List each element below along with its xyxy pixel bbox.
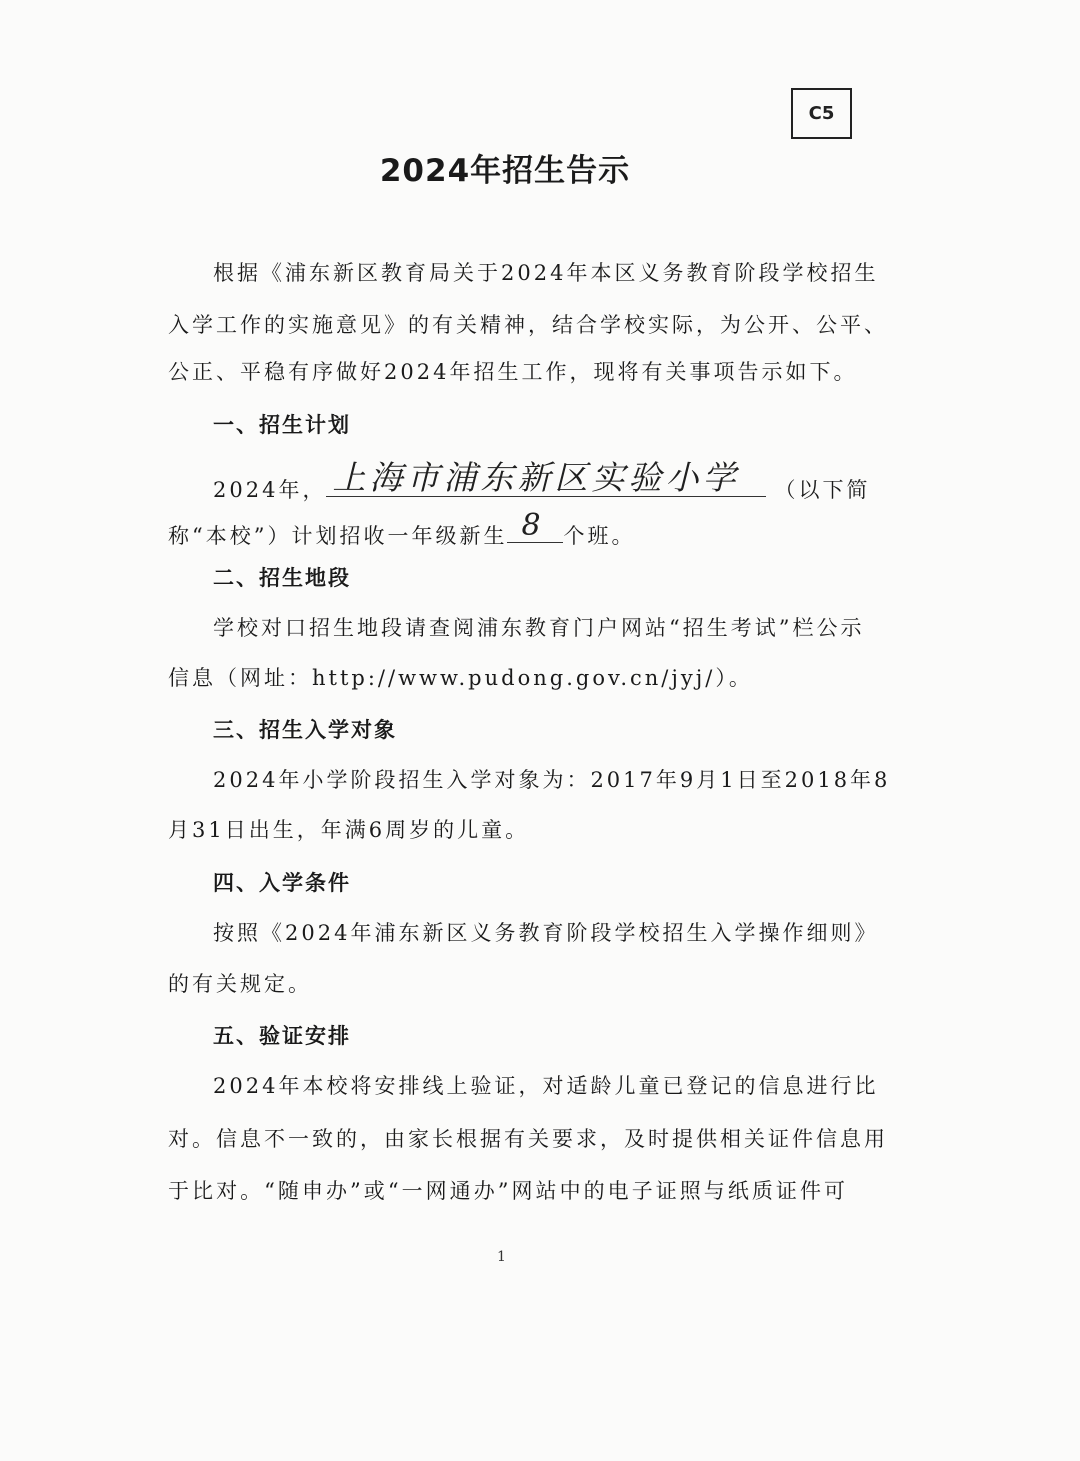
sec1-line2-suffix: 个班。 <box>563 524 636 548</box>
class-count-handwritten: 8 <box>521 508 545 543</box>
intro-line-2: 入学工作的实施意见》的有关精神，结合学校实际，为公开、公平、 <box>168 313 888 337</box>
sec3-line-1: 2024年小学阶段招生入学对象为：2017年9月1日至2018年8 <box>213 768 891 792</box>
school-name-handwritten: 上海市浦东新区实验小学 <box>332 458 740 497</box>
class-count-blank <box>507 510 563 543</box>
section-5-heading: 五、验证安排 <box>213 1024 351 1048</box>
sec2-line-1: 学校对口招生地段请查阅浦东教育门户网站“招生考试”栏公示 <box>213 616 865 640</box>
intro-line-3: 公正、平稳有序做好2024年招生工作，现将有关事项告示如下。 <box>168 360 858 384</box>
sec1-line-1 <box>213 458 871 506</box>
section-3-heading: 三、招生入学对象 <box>213 718 397 742</box>
intro-line-1: 根据《浦东新区教育局关于2024年本区义务教育阶段学校招生 <box>213 261 879 285</box>
sec1-abbr-suffix: （以下简 <box>774 478 871 502</box>
document-title: 2024年招生告示 <box>379 153 631 189</box>
section-2-heading: 二、招生地段 <box>213 566 351 590</box>
section-4-heading: 四、入学条件 <box>213 871 351 895</box>
sec5-line-3: 于比对。“随申办”或“一网通办”网站中的电子证照与纸质证件可 <box>168 1179 848 1203</box>
sec3-line-2: 月31日出生，年满6周岁的儿童。 <box>168 818 530 842</box>
section-1-heading: 一、招生计划 <box>213 413 351 437</box>
sec1-line-2 <box>168 510 848 552</box>
sec1-year-prefix: 2024年， <box>213 478 327 502</box>
sec4-line-2: 的有关规定。 <box>168 972 312 996</box>
page-number: 1 <box>497 1249 506 1265</box>
sec4-line-1: 按照《2024年浦东新区义务教育阶段学校招生入学操作细则》 <box>213 921 879 945</box>
document-code-box: C5 <box>791 88 852 139</box>
sec5-line-2: 对。信息不一致的，由家长根据有关要求，及时提供相关证件信息用 <box>168 1127 888 1151</box>
school-name-blank <box>326 458 766 497</box>
sec5-line-1: 2024年本校将安排线上验证，对适龄儿童已登记的信息进行比 <box>213 1074 879 1098</box>
sec1-line2-prefix: 称“本校”）计划招收一年级新生 <box>168 524 508 548</box>
sec2-line-2: 信息（网址：http://www.pudong.gov.cn/jyj/）。 <box>168 666 753 690</box>
